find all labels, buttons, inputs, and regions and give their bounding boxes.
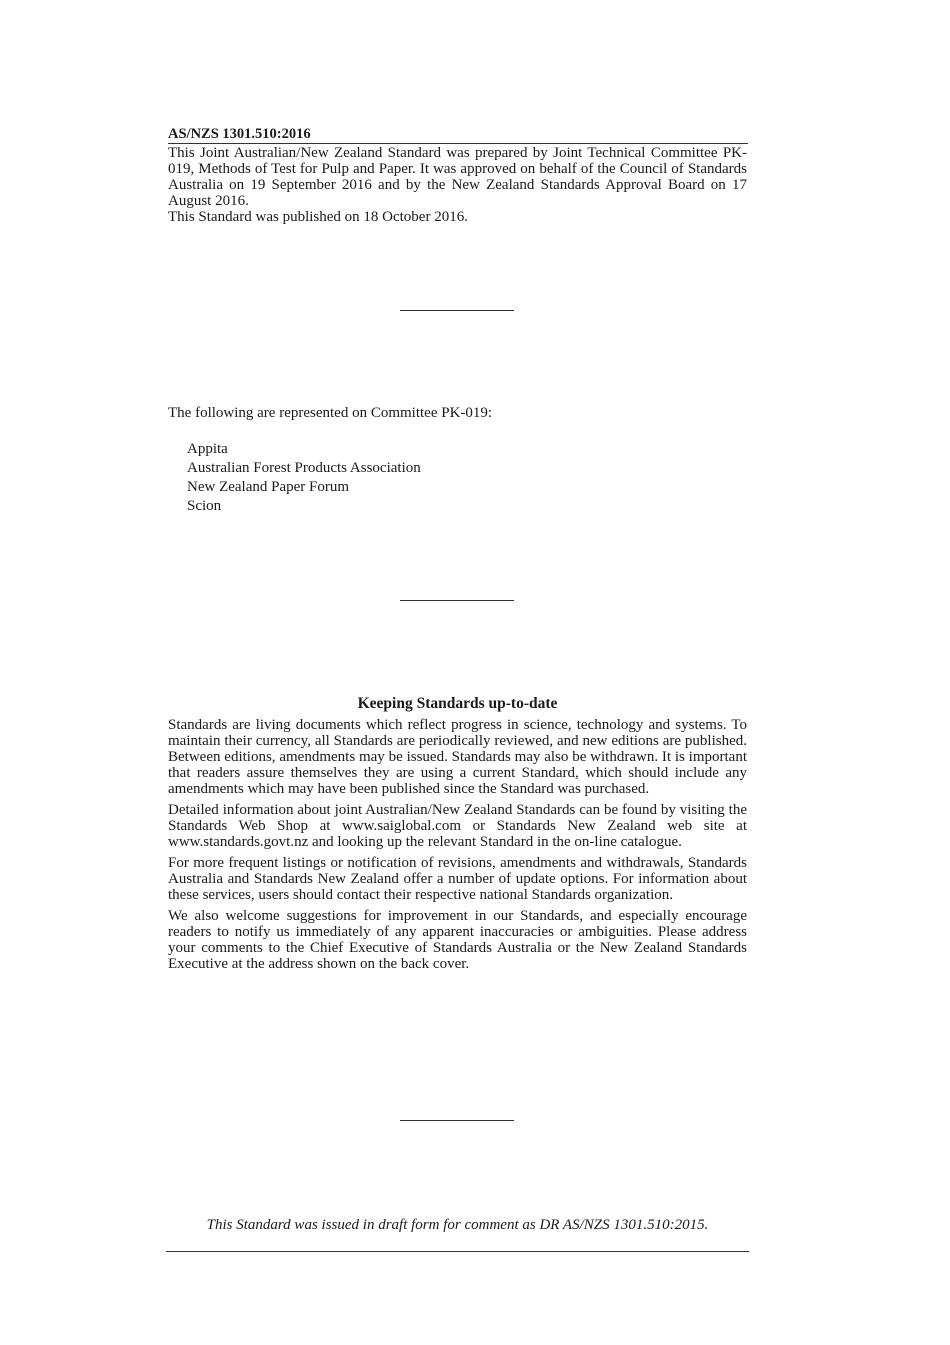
keeping-paragraph: Detailed information about joint Australian/New Zealand Standards can be found by visiting the Standards Web Shop at www.saiglobal.com or Standards New Zealand web site at www.standards.govt.nz and looking up the relevant Standard in the on-line catalogue. bbox=[168, 802, 747, 850]
preparation-block bbox=[168, 145, 747, 225]
committee-member: Australian Forest Products Association bbox=[187, 460, 421, 476]
publication-date-line: This Standard was published on 18 October 2016. bbox=[168, 209, 468, 225]
committee-member-list bbox=[187, 440, 421, 516]
keeping-paragraph: Standards are living documents which reflect progress in science, technology and systems. To maintain their currency, all Standards are periodically reviewed, and new editions are published. Between editions, amendments may be issued. Standards may also be withdrawn. It is important that readers assure themselves they are using a current Standard, which should include any amendments which may have been published since the Standard was purchased. bbox=[168, 717, 747, 797]
preparation-paragraph: This Joint Australian/New Zealand Standard was prepared by Joint Technical Committee PK-019, Methods of Test for Pulp and Paper. It was approved on behalf of the Council of Standards Australia on 19 September 2016 and by the New Zealand Standards Approval Board on 17 August 2016. bbox=[168, 145, 747, 209]
committee-member: Appita bbox=[187, 441, 228, 457]
committee-member: Scion bbox=[187, 498, 222, 514]
keeping-paragraph: For more frequent listings or notification of revisions, amendments and withdrawals, Standards Australia and Standards New Zealand offer a number of update options. For information about these services, users should contact their respective national Standards organization. bbox=[168, 855, 747, 903]
draft-note: This Standard was issued in draft form for comment as DR AS/NZS 1301.510:2015. bbox=[206, 1217, 709, 1233]
keeping-standards-body bbox=[168, 717, 747, 977]
section-divider bbox=[400, 310, 514, 311]
keeping-paragraph: We also welcome suggestions for improvement in our Standards, and especially encourage readers to notify us immediately of any apparent inaccuracies or ambiguities. Please address your comments to the Chief Executive of Standards Australia or the New Zealand Standards Executive at the address shown on the back cover. bbox=[168, 908, 747, 972]
section-divider bbox=[400, 600, 514, 601]
committee-intro: The following are represented on Committee PK-019: bbox=[168, 405, 493, 421]
footer-rule bbox=[166, 1251, 749, 1252]
keeping-standards-heading: Keeping Standards up-to-date bbox=[357, 695, 558, 712]
section-divider bbox=[400, 1120, 514, 1121]
document-id: AS/NZS 1301.510:2016 bbox=[168, 126, 748, 144]
committee-member: New Zealand Paper Forum bbox=[187, 479, 350, 495]
